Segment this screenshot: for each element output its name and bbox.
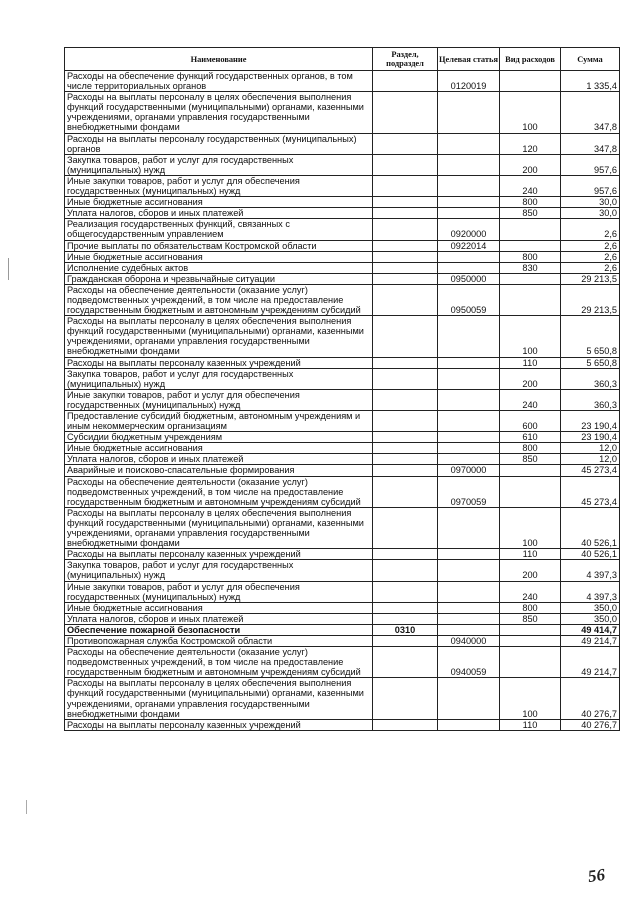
cell-target <box>438 613 500 624</box>
cell-target <box>438 454 500 465</box>
table-row <box>65 624 620 635</box>
table-row <box>65 251 620 262</box>
cell-name: Иные закупки товаров, работ и услуг для обеспечения государственных (муниципальных) нужд <box>65 175 373 196</box>
cell-target <box>438 208 500 219</box>
cell-type <box>500 273 561 284</box>
cell-name: Уплата налогов, сборов и иных платежей <box>65 454 373 465</box>
cell-name: Прочие выплаты по обязательствам Костромской области <box>65 240 373 251</box>
cell-sum: 347,8 <box>561 92 620 133</box>
cell-name: Закупка товаров, работ и услуг для государственных (муниципальных) нужд <box>65 368 373 389</box>
cell-section <box>373 476 438 507</box>
table-row <box>65 443 620 454</box>
header-type: Вид расходов <box>500 48 561 71</box>
cell-type: 240 <box>500 175 561 196</box>
cell-name: Расходы на обеспечение функций государственных органов, в том числе территориальных органов <box>65 71 373 92</box>
table-row <box>65 219 620 240</box>
table-row <box>65 71 620 92</box>
table-row <box>65 647 620 678</box>
cell-type <box>500 284 561 315</box>
cell-type: 830 <box>500 262 561 273</box>
table-row <box>65 549 620 560</box>
cell-sum: 49 214,7 <box>561 647 620 678</box>
cell-sum: 4 397,3 <box>561 560 620 581</box>
cell-section <box>373 154 438 175</box>
cell-type: 100 <box>500 316 561 357</box>
cell-target <box>438 432 500 443</box>
cell-target <box>438 560 500 581</box>
cell-type: 240 <box>500 581 561 602</box>
cell-sum: 2,6 <box>561 240 620 251</box>
table-row <box>65 678 620 719</box>
cell-section <box>373 133 438 154</box>
cell-sum: 45 273,4 <box>561 476 620 507</box>
cell-section <box>373 613 438 624</box>
cell-target <box>438 175 500 196</box>
table-row <box>65 507 620 548</box>
cell-name: Иные закупки товаров, работ и услуг для обеспечения государственных (муниципальных) нужд <box>65 581 373 602</box>
table-row <box>65 240 620 251</box>
cell-name: Закупка товаров, работ и услуг для государственных (муниципальных) нужд <box>65 560 373 581</box>
cell-type: 100 <box>500 507 561 548</box>
cell-sum: 12,0 <box>561 454 620 465</box>
cell-target <box>438 133 500 154</box>
table-row <box>65 262 620 273</box>
table-row <box>65 432 620 443</box>
cell-type: 110 <box>500 357 561 368</box>
cell-sum: 350,0 <box>561 602 620 613</box>
cell-name: Реализация государственных функций, связанных с общегосударственным управлением <box>65 219 373 240</box>
cell-sum: 350,0 <box>561 613 620 624</box>
cell-type: 800 <box>500 443 561 454</box>
cell-target: 0940000 <box>438 635 500 646</box>
cell-type: 110 <box>500 549 561 560</box>
cell-name: Расходы на выплаты персоналу казенных учреждений <box>65 357 373 368</box>
table-row <box>65 284 620 315</box>
table-row <box>65 454 620 465</box>
cell-sum: 30,0 <box>561 208 620 219</box>
cell-name: Расходы на обеспечение деятельности (оказание услуг) подведомственных учреждений, в том числе на предоставление государственным бюджетным и автономным учреждениям субсидий <box>65 647 373 678</box>
cell-section <box>373 175 438 196</box>
cell-target: 0950059 <box>438 284 500 315</box>
cell-section <box>373 647 438 678</box>
cell-type: 850 <box>500 613 561 624</box>
table-row <box>65 357 620 368</box>
cell-type <box>500 647 561 678</box>
table-row <box>65 175 620 196</box>
cell-name: Предоставление субсидий бюджетным, автономным учреждениям и иным некоммерческим организациям <box>65 411 373 432</box>
cell-type: 800 <box>500 251 561 262</box>
header-section: Раздел, подраздел <box>373 48 438 71</box>
cell-section <box>373 549 438 560</box>
cell-section <box>373 208 438 219</box>
cell-section <box>373 507 438 548</box>
cell-sum: 4 397,3 <box>561 581 620 602</box>
cell-name: Противопожарная служба Костромской области <box>65 635 373 646</box>
cell-sum: 5 650,8 <box>561 316 620 357</box>
cell-section <box>373 465 438 476</box>
table-row <box>65 476 620 507</box>
cell-type: 200 <box>500 368 561 389</box>
cell-target <box>438 251 500 262</box>
cell-name: Расходы на выплаты персоналу в целях обеспечения выполнения функций государственными (муниципальными) органами, казенными учреждениями, органами управления государственными внебюджетными фондами <box>65 316 373 357</box>
cell-section <box>373 71 438 92</box>
cell-target <box>438 549 500 560</box>
cell-target <box>438 719 500 730</box>
table-row <box>65 92 620 133</box>
cell-sum: 29 213,5 <box>561 284 620 315</box>
cell-section <box>373 251 438 262</box>
cell-name: Расходы на выплаты персоналу государственных (муниципальных) органов <box>65 133 373 154</box>
cell-sum: 360,3 <box>561 389 620 410</box>
cell-name: Расходы на выплаты персоналу в целях обеспечения выполнения функций государственными (муниципальными) органами, казенными учреждениями, органами управления государственными внебюджетными фондами <box>65 507 373 548</box>
budget-table-container <box>64 47 619 731</box>
cell-type: 200 <box>500 560 561 581</box>
cell-section <box>373 635 438 646</box>
cell-type: 200 <box>500 154 561 175</box>
cell-sum: 23 190,4 <box>561 411 620 432</box>
cell-type: 610 <box>500 432 561 443</box>
table-row <box>65 602 620 613</box>
cell-target <box>438 443 500 454</box>
cell-section <box>373 197 438 208</box>
cell-type: 240 <box>500 389 561 410</box>
header-name: Наименование <box>65 48 373 71</box>
cell-section <box>373 316 438 357</box>
cell-type: 100 <box>500 678 561 719</box>
cell-section <box>373 240 438 251</box>
cell-target <box>438 581 500 602</box>
cell-target: 0970059 <box>438 476 500 507</box>
cell-sum: 957,6 <box>561 154 620 175</box>
header-sum: Сумма <box>561 48 620 71</box>
cell-name: Уплата налогов, сборов и иных платежей <box>65 208 373 219</box>
cell-type: 800 <box>500 197 561 208</box>
cell-name: Иные закупки товаров, работ и услуг для обеспечения государственных (муниципальных) нужд <box>65 389 373 410</box>
table-row <box>65 208 620 219</box>
cell-sum: 347,8 <box>561 133 620 154</box>
cell-target <box>438 197 500 208</box>
cell-sum: 45 273,4 <box>561 465 620 476</box>
cell-type: 100 <box>500 92 561 133</box>
cell-sum: 40 526,1 <box>561 507 620 548</box>
table-row <box>65 368 620 389</box>
cell-sum: 40 526,1 <box>561 549 620 560</box>
cell-name: Аварийные и поисково-спасательные формирования <box>65 465 373 476</box>
cell-name: Расходы на выплаты персоналу в целях обеспечения выполнения функций государственными (муниципальными) органами, казенными учреждениями, органами управления государственными внебюджетными фондами <box>65 92 373 133</box>
cell-section <box>373 560 438 581</box>
cell-target: 0940059 <box>438 647 500 678</box>
cell-target <box>438 316 500 357</box>
cell-name: Иные бюджетные ассигнования <box>65 251 373 262</box>
cell-type: 110 <box>500 719 561 730</box>
cell-section <box>373 284 438 315</box>
table-row <box>65 389 620 410</box>
scan-mark <box>8 258 9 280</box>
cell-name: Расходы на обеспечение деятельности (оказание услуг) подведомственных учреждений, в том числе на предоставление государственным бюджетным и автономным учреждениям субсидий <box>65 284 373 315</box>
cell-section <box>373 368 438 389</box>
cell-sum: 12,0 <box>561 443 620 454</box>
cell-type <box>500 624 561 635</box>
cell-name: Субсидии бюджетным учреждениям <box>65 432 373 443</box>
cell-sum: 49 414,7 <box>561 624 620 635</box>
cell-section <box>373 389 438 410</box>
cell-section <box>373 454 438 465</box>
cell-sum: 360,3 <box>561 368 620 389</box>
table-row <box>65 560 620 581</box>
cell-type: 120 <box>500 133 561 154</box>
cell-sum: 49 214,7 <box>561 635 620 646</box>
cell-sum: 30,0 <box>561 197 620 208</box>
cell-target <box>438 389 500 410</box>
cell-name: Исполнение судебных актов <box>65 262 373 273</box>
page-number: 56 <box>586 864 607 887</box>
cell-type <box>500 635 561 646</box>
cell-target <box>438 154 500 175</box>
cell-name: Обеспечение пожарной безопасности <box>65 624 373 635</box>
cell-section <box>373 273 438 284</box>
cell-type <box>500 240 561 251</box>
cell-section <box>373 262 438 273</box>
cell-sum: 2,6 <box>561 219 620 240</box>
table-row <box>65 719 620 730</box>
cell-sum: 40 276,7 <box>561 719 620 730</box>
cell-section <box>373 432 438 443</box>
cell-target: 0120019 <box>438 71 500 92</box>
cell-section <box>373 581 438 602</box>
cell-section: 0310 <box>373 624 438 635</box>
cell-name: Расходы на выплаты персоналу казенных учреждений <box>65 549 373 560</box>
header-target: Целевая статья <box>438 48 500 71</box>
cell-type: 800 <box>500 602 561 613</box>
cell-section <box>373 411 438 432</box>
cell-type: 850 <box>500 454 561 465</box>
table-header-row <box>65 48 620 71</box>
cell-target <box>438 357 500 368</box>
cell-target: 0922014 <box>438 240 500 251</box>
cell-name: Иные бюджетные ассигнования <box>65 197 373 208</box>
cell-name: Гражданская оборона и чрезвычайные ситуации <box>65 273 373 284</box>
cell-name: Закупка товаров, работ и услуг для государственных (муниципальных) нужд <box>65 154 373 175</box>
table-row <box>65 197 620 208</box>
cell-target: 0950000 <box>438 273 500 284</box>
cell-type <box>500 465 561 476</box>
table-row <box>65 465 620 476</box>
cell-name: Расходы на выплаты персоналу в целях обеспечения выполнения функций государственными (муниципальными) органами, казенными учреждениями, органами управления государственными внебюджетными фондами <box>65 678 373 719</box>
cell-sum: 2,6 <box>561 262 620 273</box>
cell-section <box>373 357 438 368</box>
cell-section <box>373 92 438 133</box>
cell-target <box>438 624 500 635</box>
table-body <box>65 71 620 731</box>
cell-type <box>500 219 561 240</box>
cell-name: Расходы на обеспечение деятельности (оказание услуг) подведомственных учреждений, в том числе на предоставление государственным бюджетным и автономным учреждениям субсидий <box>65 476 373 507</box>
cell-section <box>373 443 438 454</box>
cell-name: Расходы на выплаты персоналу казенных учреждений <box>65 719 373 730</box>
cell-section <box>373 602 438 613</box>
table-row <box>65 273 620 284</box>
cell-sum: 29 213,5 <box>561 273 620 284</box>
cell-sum: 23 190,4 <box>561 432 620 443</box>
cell-target <box>438 262 500 273</box>
table-row <box>65 133 620 154</box>
cell-sum: 2,6 <box>561 251 620 262</box>
cell-sum: 5 650,8 <box>561 357 620 368</box>
cell-name: Иные бюджетные ассигнования <box>65 443 373 454</box>
cell-section <box>373 219 438 240</box>
cell-target <box>438 368 500 389</box>
cell-type: 600 <box>500 411 561 432</box>
cell-target <box>438 602 500 613</box>
scan-mark <box>26 800 27 814</box>
table-row <box>65 635 620 646</box>
cell-target: 0920000 <box>438 219 500 240</box>
table-row <box>65 411 620 432</box>
cell-section <box>373 678 438 719</box>
cell-section <box>373 719 438 730</box>
cell-name: Уплата налогов, сборов и иных платежей <box>65 613 373 624</box>
cell-type <box>500 71 561 92</box>
cell-type <box>500 476 561 507</box>
cell-target <box>438 678 500 719</box>
cell-name: Иные бюджетные ассигнования <box>65 602 373 613</box>
table-row <box>65 613 620 624</box>
cell-type: 850 <box>500 208 561 219</box>
table-row <box>65 581 620 602</box>
table-row <box>65 154 620 175</box>
cell-sum: 40 276,7 <box>561 678 620 719</box>
cell-target <box>438 92 500 133</box>
table-row <box>65 316 620 357</box>
cell-sum: 1 335,4 <box>561 71 620 92</box>
cell-target <box>438 411 500 432</box>
cell-sum: 957,6 <box>561 175 620 196</box>
cell-target: 0970000 <box>438 465 500 476</box>
budget-table <box>64 47 620 731</box>
cell-target <box>438 507 500 548</box>
